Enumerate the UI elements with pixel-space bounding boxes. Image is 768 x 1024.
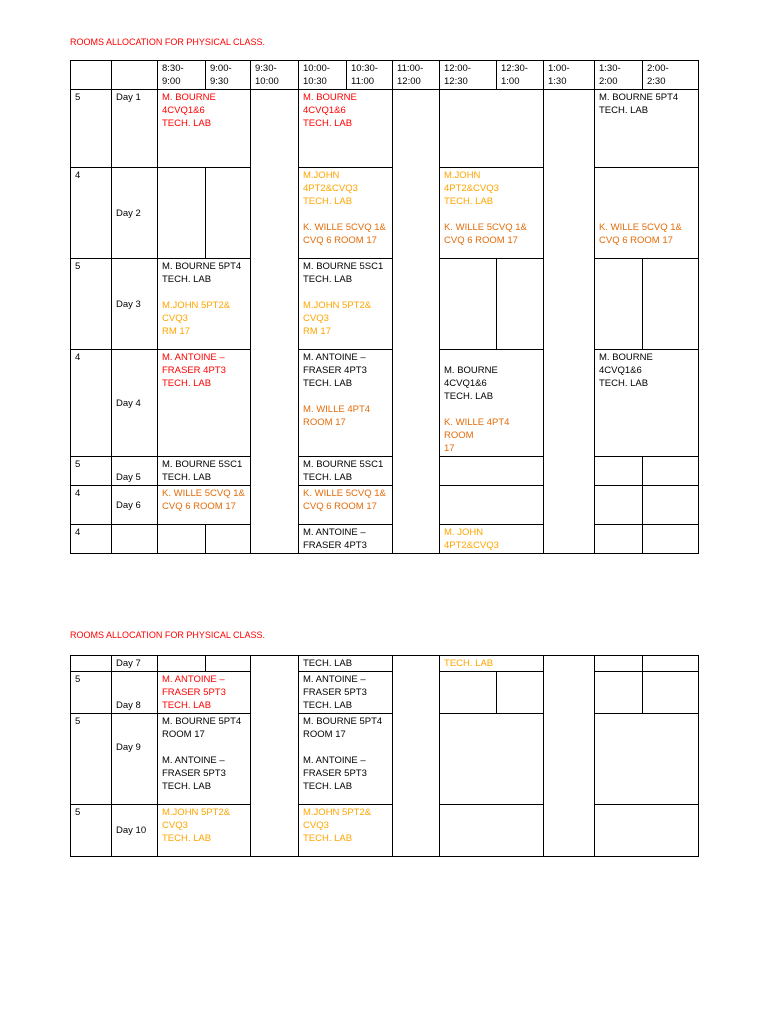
time-slot: 10:30- 11:00 xyxy=(351,63,378,87)
day-label: Day 9 xyxy=(112,714,158,805)
entry: M.JOHN 4PT2&CVQ3 TECH. LAB xyxy=(303,170,358,207)
slot-cell xyxy=(158,525,206,554)
entry: M. BOURNE 5SC1 TECH. LAB xyxy=(303,459,384,483)
schedule-table xyxy=(70,60,699,554)
break-column xyxy=(393,90,440,554)
slot-cell xyxy=(440,168,544,259)
slot-cell xyxy=(299,672,393,714)
time-slot: 1:00- 1:30 xyxy=(548,63,570,87)
time-slot: 12:00- 12:30 xyxy=(444,63,471,87)
slot-cell xyxy=(595,168,699,259)
slot-cell xyxy=(158,350,251,457)
header-cell xyxy=(497,61,544,90)
table-row xyxy=(71,350,699,457)
entry: M. ANTOINE – FRASER 5PT3 TECH. LAB xyxy=(162,674,226,711)
slot-cell xyxy=(299,714,393,805)
row-number: 4 xyxy=(71,486,112,525)
page-title-2: ROOMS ALLOCATION FOR PHYSICAL CLASS. xyxy=(70,630,266,640)
entry: M.JOHN 4PT2&CVQ3 TECH. LAB xyxy=(444,170,499,207)
slot-cell xyxy=(158,168,206,259)
entry: M. BOURNE 4CVQ1&6 TECH. LAB xyxy=(303,92,357,129)
entry: K. WILLE 4PT4 ROOM 17 xyxy=(444,417,510,454)
slot-cell xyxy=(158,90,251,168)
entry: M. ANTOINE – FRASER 4PT3 xyxy=(303,527,367,551)
row-number: 4 xyxy=(71,168,112,259)
time-slot: 12:30- 1:00 xyxy=(501,63,528,87)
entry: TECH. LAB xyxy=(444,658,494,669)
row-number: 5 xyxy=(71,90,112,168)
slot-cell xyxy=(440,259,497,350)
day-label: Day 3 xyxy=(112,259,158,350)
slot-cell xyxy=(206,168,251,259)
break-column xyxy=(251,656,299,857)
break-column xyxy=(393,656,440,857)
row-number: 5 xyxy=(71,672,112,714)
slot-cell xyxy=(595,805,699,857)
entry: M.JOHN 5PT2& CVQ3 TECH. LAB xyxy=(162,807,231,844)
day-label: Day 2 xyxy=(112,168,158,259)
break-column xyxy=(544,656,595,857)
entry: M. ANTOINE – FRASER 4PT3 TECH. LAB xyxy=(303,352,367,389)
entry: M. ANTOINE – FRASER 5PT3 TECH. LAB xyxy=(303,674,367,711)
row-number: 5 xyxy=(71,457,112,486)
header-cell xyxy=(158,61,206,90)
entry: M. BOURNE 5PT4 ROOM 17 xyxy=(162,716,242,740)
entry: M. ANTOINE – FRASER 5PT3 TECH. LAB xyxy=(303,755,367,792)
slot-cell xyxy=(158,457,251,486)
entry: TECH. LAB xyxy=(303,658,353,669)
slot-cell xyxy=(299,90,393,168)
slot-cell xyxy=(497,259,544,350)
entry: M. BOURNE 5SC1 TECH. LAB xyxy=(162,459,243,483)
row-number: 5 xyxy=(71,714,112,805)
header-blank xyxy=(71,61,112,90)
day-label: Day 4 xyxy=(112,350,158,457)
header-blank xyxy=(112,61,158,90)
slot-cell xyxy=(595,714,699,805)
slot-cell xyxy=(643,457,699,486)
table-row xyxy=(71,168,699,259)
entry: K. WILLE 5CVQ 1& CVQ 6 ROOM 17 xyxy=(162,488,245,512)
slot-cell xyxy=(440,525,544,554)
entry: M. BOURNE 5PT4 TECH. LAB xyxy=(162,261,242,285)
entry: M. BOURNE 5PT4 TECH. LAB xyxy=(599,92,679,116)
slot-cell xyxy=(299,525,393,554)
schedule-table-2 xyxy=(70,655,699,857)
slot-cell xyxy=(440,672,497,714)
slot-cell xyxy=(299,457,393,486)
slot-cell xyxy=(595,486,643,525)
table-row xyxy=(71,259,699,350)
slot-cell xyxy=(299,656,393,672)
entry: M. WILLE 4PT4 ROOM 17 xyxy=(303,404,371,428)
slot-cell xyxy=(643,656,699,672)
day-label: Day 5 xyxy=(112,457,158,486)
time-slot: 8:30- 9:00 xyxy=(162,63,184,87)
slot-cell xyxy=(595,457,643,486)
slot-cell xyxy=(299,805,393,857)
slot-cell xyxy=(595,525,643,554)
slot-cell xyxy=(643,259,699,350)
slot-cell xyxy=(206,656,251,672)
slot-cell xyxy=(299,486,393,525)
header-cell xyxy=(393,61,440,90)
header-cell xyxy=(440,61,497,90)
header-cell xyxy=(347,61,393,90)
time-slot: 10:00- 10:30 xyxy=(303,63,330,87)
entry: K. WILLE 5CVQ 1& CVQ 6 ROOM 17 xyxy=(303,222,386,246)
row-number xyxy=(71,656,112,672)
day-label: Day 6 xyxy=(112,486,158,525)
time-slot: 2:00- 2:30 xyxy=(647,63,669,87)
day-label: Day 1 xyxy=(112,90,158,168)
slot-cell xyxy=(158,672,251,714)
header-cell xyxy=(251,61,299,90)
slot-cell xyxy=(643,672,699,714)
slot-cell xyxy=(595,656,643,672)
page-title: ROOMS ALLOCATION FOR PHYSICAL CLASS. xyxy=(70,37,266,47)
entry: M. JOHN 4PT2&CVQ3 xyxy=(444,527,499,551)
table-row xyxy=(71,672,699,714)
entry: M. ANTOINE – FRASER 5PT3 TECH. LAB xyxy=(162,755,226,792)
time-slot: 11:00- 12:00 xyxy=(397,63,424,87)
slot-cell xyxy=(440,486,544,525)
header-cell xyxy=(544,61,595,90)
slot-cell xyxy=(158,259,251,350)
table-row xyxy=(71,525,699,554)
slot-cell xyxy=(440,350,544,457)
slot-cell xyxy=(299,168,393,259)
time-slot: 9:00- 9:30 xyxy=(210,63,232,87)
slot-cell xyxy=(158,486,251,525)
time-slot: 9:30- 10:00 xyxy=(255,63,279,87)
table-row xyxy=(71,714,699,805)
slot-cell xyxy=(643,525,699,554)
table-row xyxy=(71,90,699,168)
table-row xyxy=(71,457,699,486)
slot-cell xyxy=(440,805,544,857)
slot-cell xyxy=(440,90,544,168)
day-label: Day 10 xyxy=(112,805,158,857)
slot-cell xyxy=(595,259,643,350)
entry: M.JOHN 5PT2& CVQ3 TECH. LAB xyxy=(303,807,372,844)
slot-cell xyxy=(299,350,393,457)
break-column xyxy=(544,90,595,554)
header-cell xyxy=(643,61,699,90)
slot-cell xyxy=(158,805,251,857)
row-number: 5 xyxy=(71,805,112,857)
header-row xyxy=(71,61,699,90)
entry: M.JOHN 5PT2& CVQ3 RM 17 xyxy=(303,300,372,337)
slot-cell xyxy=(158,714,251,805)
slot-cell xyxy=(158,656,206,672)
header-cell xyxy=(299,61,347,90)
break-column xyxy=(251,90,299,554)
day-label: Day 8 xyxy=(112,672,158,714)
entry: M. BOURNE 5PT4 ROOM 17 xyxy=(303,716,383,740)
table-row xyxy=(71,656,699,672)
slot-cell xyxy=(497,672,544,714)
entry: M. BOURNE 4CVQ1&6 TECH. LAB xyxy=(444,365,498,402)
table-row xyxy=(71,486,699,525)
header-cell xyxy=(206,61,251,90)
slot-cell xyxy=(595,90,699,168)
slot-cell xyxy=(595,672,643,714)
header-cell xyxy=(595,61,643,90)
row-number: 4 xyxy=(71,350,112,457)
entry: M. BOURNE 4CVQ1&6 TECH. LAB xyxy=(162,92,216,129)
entry: M. BOURNE 4CVQ1&6 TECH. LAB xyxy=(599,352,653,389)
row-number: 5 xyxy=(71,259,112,350)
table-row xyxy=(71,805,699,857)
entry: M. BOURNE 5SC1 TECH. LAB xyxy=(303,261,384,285)
day-label xyxy=(112,525,158,554)
entry: K. WILLE 5CVQ 1& CVQ 6 ROOM 17 xyxy=(303,488,386,512)
row-number: 4 xyxy=(71,525,112,554)
entry: M. ANTOINE – FRASER 4PT3 TECH. LAB xyxy=(162,352,226,389)
entry: K. WILLE 5CVQ 1& CVQ 6 ROOM 17 xyxy=(599,222,682,246)
slot-cell xyxy=(440,656,544,672)
entry: K. WILLE 5CVQ 1& CVQ 6 ROOM 17 xyxy=(444,222,527,246)
time-slot: 1:30- 2:00 xyxy=(599,63,621,87)
entry: M.JOHN 5PT2& CVQ3 RM 17 xyxy=(162,300,231,337)
slot-cell xyxy=(643,486,699,525)
day-label: Day 7 xyxy=(112,656,158,672)
slot-cell xyxy=(595,350,699,457)
slot-cell xyxy=(440,714,544,805)
slot-cell xyxy=(206,525,251,554)
slot-cell xyxy=(440,457,544,486)
slot-cell xyxy=(299,259,393,350)
